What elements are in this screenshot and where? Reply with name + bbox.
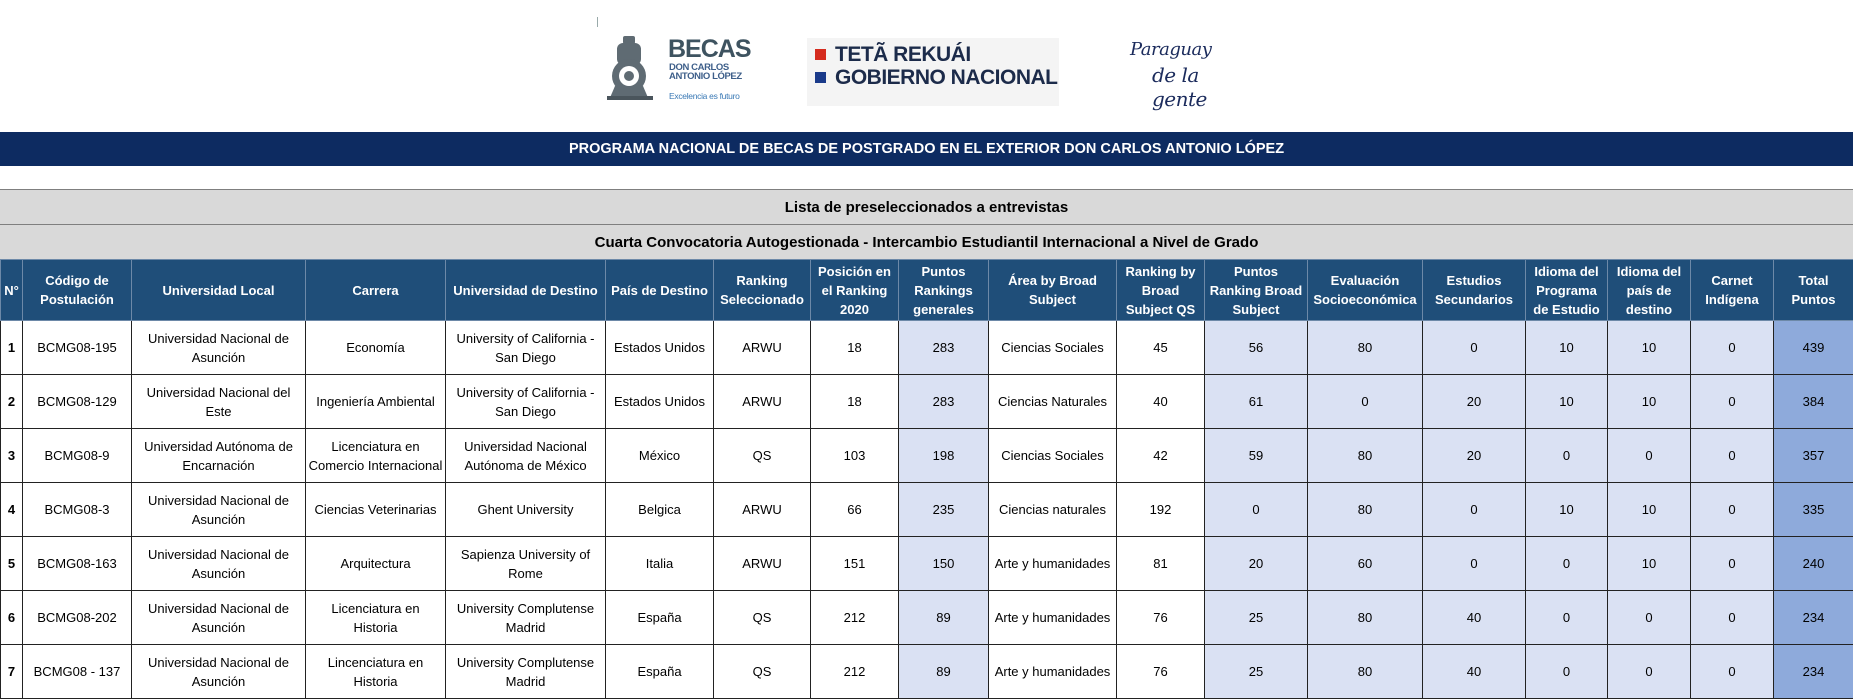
table-cell: 45 [1117,321,1205,375]
table-cell: 439 [1774,321,1853,375]
table-cell: 0 [1608,591,1691,645]
teta-line1: TETÃ REKUÁI [835,43,971,67]
table-row [1,537,1853,591]
table-cell: Ciencias Veterinarias [306,483,446,537]
red-square-icon [815,49,826,60]
table-cell: 10 [1526,483,1608,537]
table-cell: BCMG08-195 [23,321,132,375]
table-cell: 150 [899,537,989,591]
table-cell: Universidad Nacional de Asunción [132,591,306,645]
table-cell: 18 [811,375,899,429]
column-header: Carnet Indígena [1691,260,1774,321]
becas-line2: ANTONIO LÓPEZ [669,72,759,81]
table-cell: Licenciatura en Historia [306,591,446,645]
paraguay-line1: Paraguay [1130,39,1211,60]
table-cell: 0 [1526,429,1608,483]
table-cell: 10 [1526,375,1608,429]
table-cell: 76 [1117,591,1205,645]
table-row [1,375,1853,429]
table-cell: 18 [811,321,899,375]
table-cell: 0 [1526,591,1608,645]
candidates-table [0,259,1853,699]
table-cell: 0 [1526,537,1608,591]
table-cell: 212 [811,591,899,645]
table-cell: 40 [1117,375,1205,429]
table-cell: 20 [1205,537,1308,591]
column-header: Total Puntos [1774,260,1853,321]
table-row [1,321,1853,375]
becas-line1: DON CARLOS [669,63,759,72]
table-cell: 20 [1423,375,1526,429]
table-cell: Universidad Nacional de Asunción [132,321,306,375]
table-cell: Economía [306,321,446,375]
table-cell: ARWU [714,321,811,375]
column-header: Carrera [306,260,446,321]
table-cell: 283 [899,321,989,375]
column-header: Evaluación Socioeconómica [1308,260,1423,321]
becas-subtitle [669,63,759,81]
table-cell: Belgica [606,483,714,537]
column-header: Ranking by Broad Subject QS [1117,260,1205,321]
table-cell: 0 [1423,321,1526,375]
table-cell: BCMG08-163 [23,537,132,591]
table-cell: España [606,645,714,699]
table-row [1,483,1853,537]
table-cell: Arte y humanidades [989,591,1117,645]
table-cell: University of California - San Diego [446,321,606,375]
table-cell: 7 [1,645,23,699]
column-header: N° [1,260,23,321]
table-cell: 103 [811,429,899,483]
table-cell: 384 [1774,375,1853,429]
table-cell: BCMG08-129 [23,375,132,429]
table-cell: 80 [1308,645,1423,699]
table-cell: 42 [1117,429,1205,483]
table-cell: 40 [1423,645,1526,699]
becas-logo [605,34,745,102]
table-cell: 89 [899,645,989,699]
table-cell: 0 [1691,483,1774,537]
table-cell: 81 [1117,537,1205,591]
column-header: Idioma del país de destino [1608,260,1691,321]
table-cell: 56 [1205,321,1308,375]
table-cell: QS [714,429,811,483]
table-cell: 0 [1423,483,1526,537]
column-header: Posición en el Ranking 2020 [811,260,899,321]
table-cell: ARWU [714,537,811,591]
table-row [1,429,1853,483]
table-cell: 240 [1774,537,1853,591]
table-cell: Universidad Nacional del Este [132,375,306,429]
table-cell: Licenciatura en Comercio Internacional [306,429,446,483]
table-cell: Ciencias naturales [989,483,1117,537]
table-cell: 151 [811,537,899,591]
teta-line2: GOBIERNO NACIONAL [835,66,1058,90]
call-title: Cuarta Convocatoria Autogestionada - Intercambio Estudiantil Internacional a Nivel de Grado [0,224,1853,260]
table-cell: 234 [1774,591,1853,645]
table-cell: Arte y humanidades [989,537,1117,591]
table-cell: Universidad Nacional de Asunción [132,483,306,537]
table-row [1,591,1853,645]
table-cell: 234 [1774,645,1853,699]
table-cell: 10 [1608,483,1691,537]
paraguay-line2: de la gente [1152,63,1248,111]
table-cell: 0 [1691,375,1774,429]
table-cell: 20 [1423,429,1526,483]
table-cell: España [606,591,714,645]
column-header: Universidad de Destino [446,260,606,321]
table-cell: University Complutense Madrid [446,645,606,699]
column-header: País de Destino [606,260,714,321]
table-cell: Universidad Autónoma de Encarnación [132,429,306,483]
table-cell: 10 [1608,375,1691,429]
table-cell: 192 [1117,483,1205,537]
table-cell: Ghent University [446,483,606,537]
table-cell: Estados Unidos [606,321,714,375]
table-cell: Sapienza University of Rome [446,537,606,591]
table-cell: 61 [1205,375,1308,429]
table-cell: 212 [811,645,899,699]
table-cell: Ingeniería Ambiental [306,375,446,429]
table-cell: 0 [1308,375,1423,429]
table-body [1,321,1853,699]
table-cell: 80 [1308,483,1423,537]
table-cell: 80 [1308,321,1423,375]
table-cell: 80 [1308,591,1423,645]
table-cell: Arte y humanidades [989,645,1117,699]
table-cell: 10 [1526,321,1608,375]
table-cell: Universidad Nacional de Asunción [132,645,306,699]
table-cell: 0 [1205,483,1308,537]
table-cell: 335 [1774,483,1853,537]
table-cell: BCMG08-202 [23,591,132,645]
becas-wordmark: BECAS [668,37,751,62]
table-cell: 40 [1423,591,1526,645]
table-cell: Universidad Nacional Autónoma de México [446,429,606,483]
paraguay-logo [1128,37,1248,97]
table-cell: 0 [1691,321,1774,375]
table-cell: 25 [1205,645,1308,699]
table-cell: QS [714,645,811,699]
table-cell: ARWU [714,483,811,537]
table-cell: BCMG08 - 137 [23,645,132,699]
table-cell: 5 [1,537,23,591]
divider [597,17,598,27]
table-cell: Ciencias Naturales [989,375,1117,429]
list-title: Lista de preseleccionados a entrevistas [0,189,1853,225]
table-cell: 0 [1423,537,1526,591]
table-cell: México [606,429,714,483]
table-cell: Lincenciatura en Historia [306,645,446,699]
table-cell: University Complutense Madrid [446,591,606,645]
table-cell: 10 [1608,537,1691,591]
table-cell: University of California - San Diego [446,375,606,429]
table-cell: Universidad Nacional de Asunción [132,537,306,591]
table-cell: 283 [899,375,989,429]
column-header: Puntos Rankings generales [899,260,989,321]
program-title: PROGRAMA NACIONAL DE BECAS DE POSTGRADO EN EL EXTERIOR DON CARLOS ANTONIO LÓPEZ [0,132,1853,166]
table-cell: 4 [1,483,23,537]
table-cell: 25 [1205,591,1308,645]
table-cell: 1 [1,321,23,375]
table-cell: 0 [1526,645,1608,699]
table-cell: 66 [811,483,899,537]
becas-tagline: Excelencia es futuro [669,91,740,101]
table-cell: Ciencias Sociales [989,429,1117,483]
table-header-row [1,260,1853,321]
table-cell: 2 [1,375,23,429]
table-cell: QS [714,591,811,645]
table-cell: 198 [899,429,989,483]
teta-rekuai-logo [807,38,1059,106]
column-header: Ranking Seleccionado [714,260,811,321]
table-cell: Estados Unidos [606,375,714,429]
table-cell: Italia [606,537,714,591]
column-header: Área by Broad Subject [989,260,1117,321]
logos-header [0,0,1853,132]
table-cell: Ciencias Sociales [989,321,1117,375]
table-cell: 80 [1308,429,1423,483]
table-cell: 0 [1608,645,1691,699]
table-cell: BCMG08-3 [23,483,132,537]
column-header: Idioma del Programa de Estudio [1526,260,1608,321]
column-header: Puntos Ranking Broad Subject [1205,260,1308,321]
table-cell: 0 [1691,429,1774,483]
column-header: Universidad Local [132,260,306,321]
table-cell: 0 [1608,429,1691,483]
table-cell: Arquitectura [306,537,446,591]
table-cell: 357 [1774,429,1853,483]
table-cell: 60 [1308,537,1423,591]
table-cell: 0 [1691,591,1774,645]
blue-square-icon [815,72,826,83]
column-header: Código de Postulación [23,260,132,321]
table-cell: 59 [1205,429,1308,483]
table-cell: 0 [1691,537,1774,591]
table-cell: 76 [1117,645,1205,699]
table-cell: 235 [899,483,989,537]
table-row [1,645,1853,699]
table-cell: 6 [1,591,23,645]
table-cell: 10 [1608,321,1691,375]
table-cell: 3 [1,429,23,483]
train-icon [605,34,663,102]
table-cell: 0 [1691,645,1774,699]
table-cell: BCMG08-9 [23,429,132,483]
column-header: Estudios Secundarios [1423,260,1526,321]
table-cell: ARWU [714,375,811,429]
table-cell: 89 [899,591,989,645]
